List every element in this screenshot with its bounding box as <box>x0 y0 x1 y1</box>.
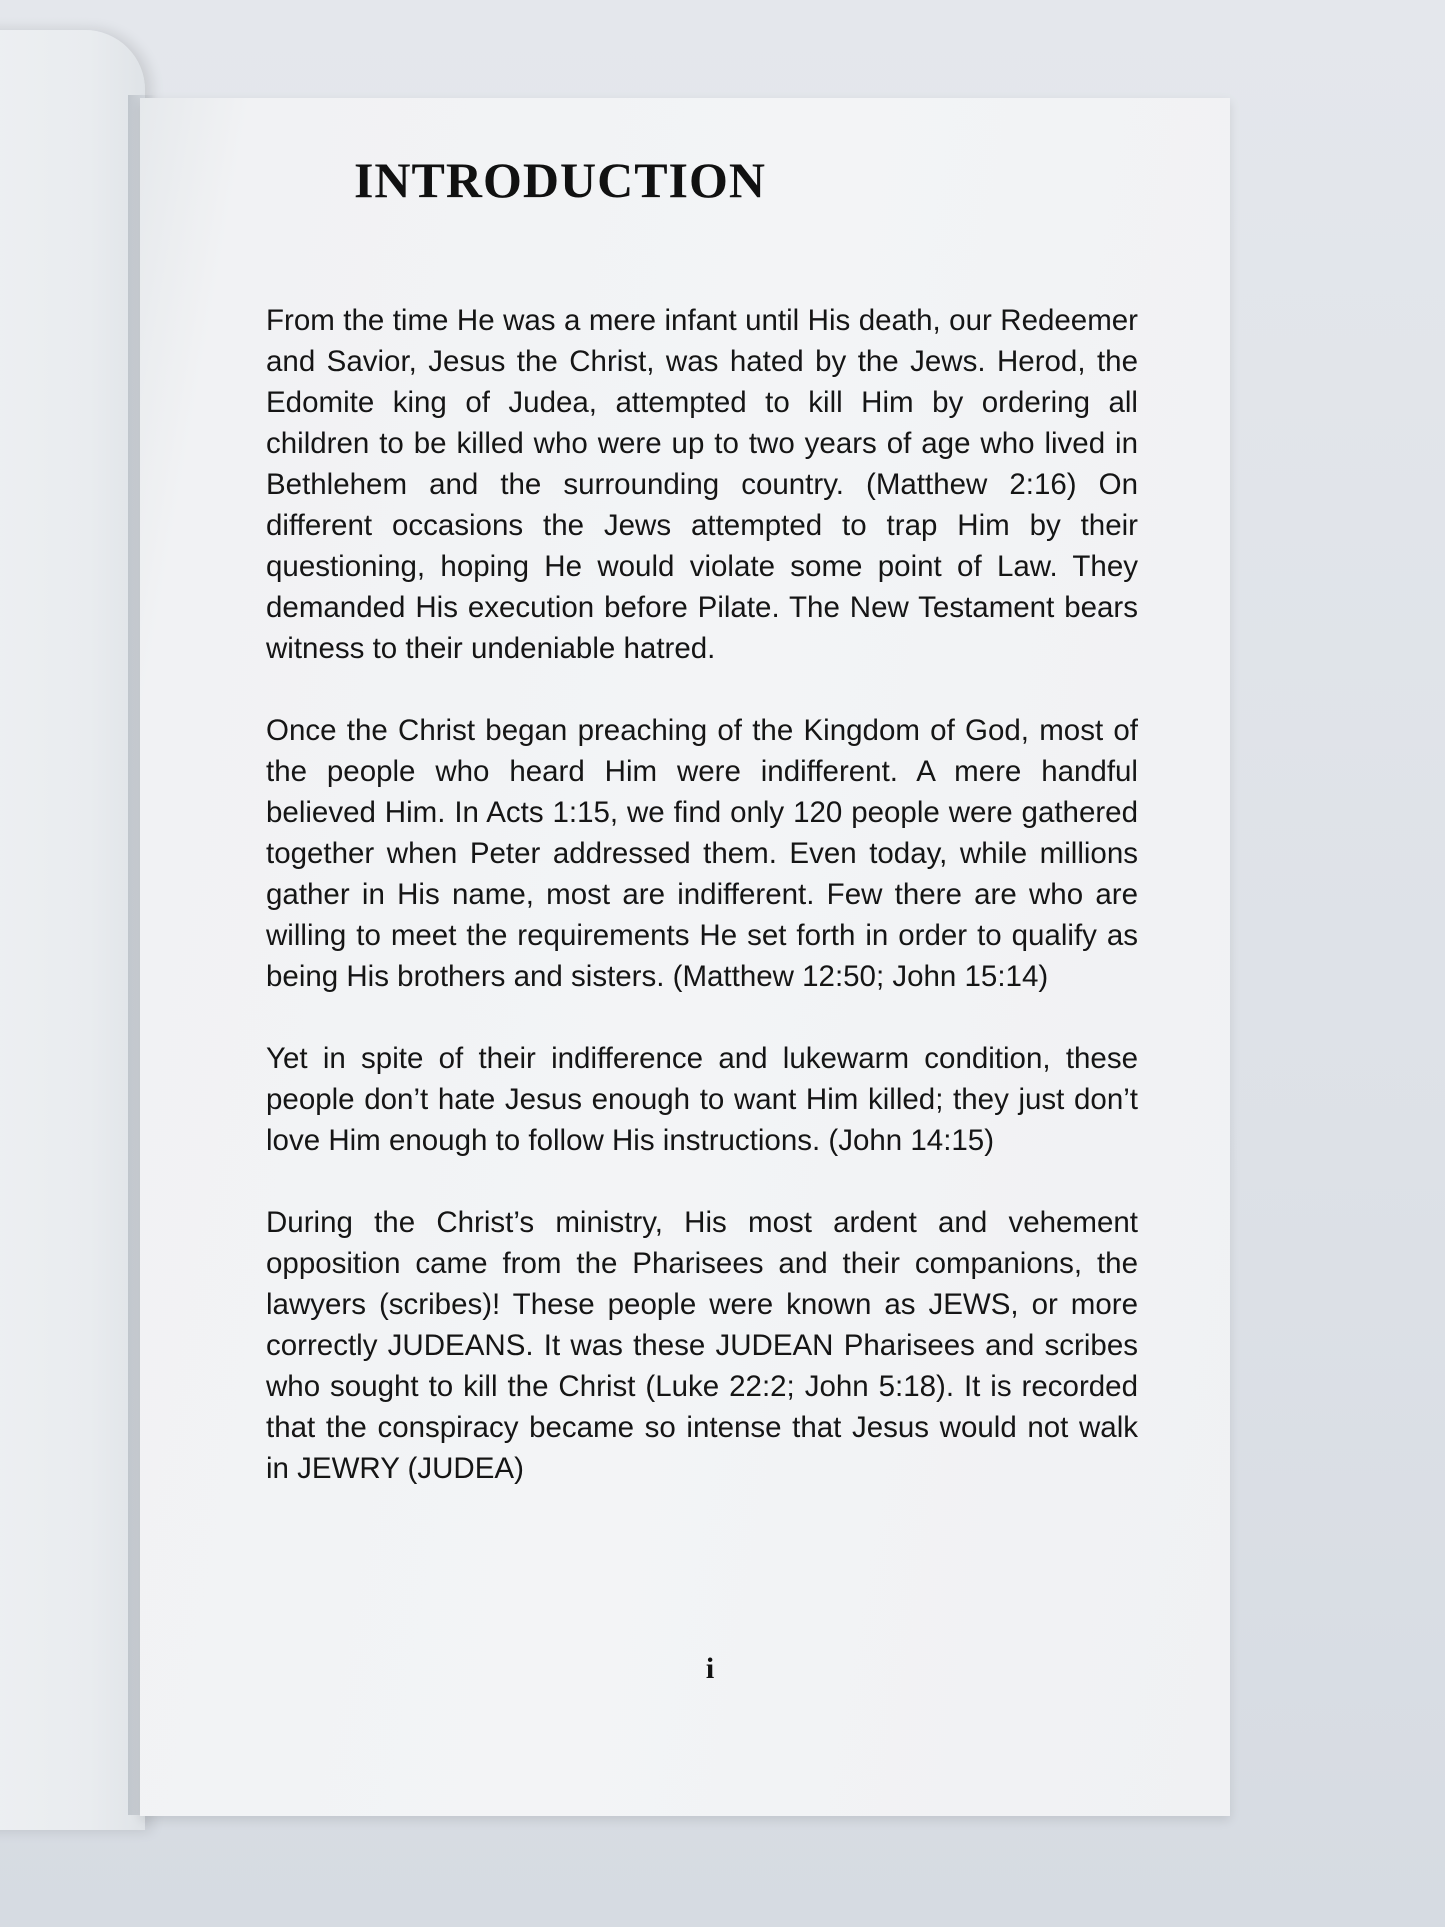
introduction-body <box>266 300 1138 1530</box>
paragraph-2: Once the Christ began preaching of the Kingdom of God, most of the people who heard Him were indifferent. A mere handful believed Him. In Acts 1:15, we find only 120 people were gathered together when Peter addressed them. Even today, while millions gather in His name, most are indifferent. Few there are who are willing to meet the requirements He set forth in order to qualify as being His brothers and sisters. (Matthew 12:50; John 15:14) <box>266 714 1138 993</box>
page-number: i <box>705 1652 715 1685</box>
facing-page <box>0 30 145 1830</box>
paragraph-3: Yet in spite of their indifference and lukewarm condition, these people don’t hate Jesus enough to want Him killed; they just don’t love Him enough to follow His instructions. (John 14:15) <box>266 1042 1138 1157</box>
page-title: INTRODUCTION <box>353 152 767 208</box>
paragraph-1: From the time He was a mere infant until His death, our Redeemer and Savior, Jesus the Christ, was hated by the Jews. Herod, the Edomite king of Judea, attempted to kill Him by ordering all children to be killed who were up to two years of age who lived in Bethlehem and the surrounding country. (Matthew 2:16) On different occasions the Jews attempted to trap Him by their questioning, hoping He would violate some point of Law. They demanded His execution before Pilate. The New Testament bears witness to their undeniable hatred. <box>266 304 1138 665</box>
paragraph-4: During the Christ’s ministry, His most ardent and vehement opposition came from the Pharisees and their companions, the lawyers (scribes)! These people were known as JEWS, or more correctly JUDEANS. It was these JUDEAN Pharisees and scribes who sought to kill the Christ (Luke 22:2; John 5:18). It is recorded that the conspiracy became so intense that Jesus would not walk in JEWRY (JUDEA) <box>266 1206 1138 1485</box>
